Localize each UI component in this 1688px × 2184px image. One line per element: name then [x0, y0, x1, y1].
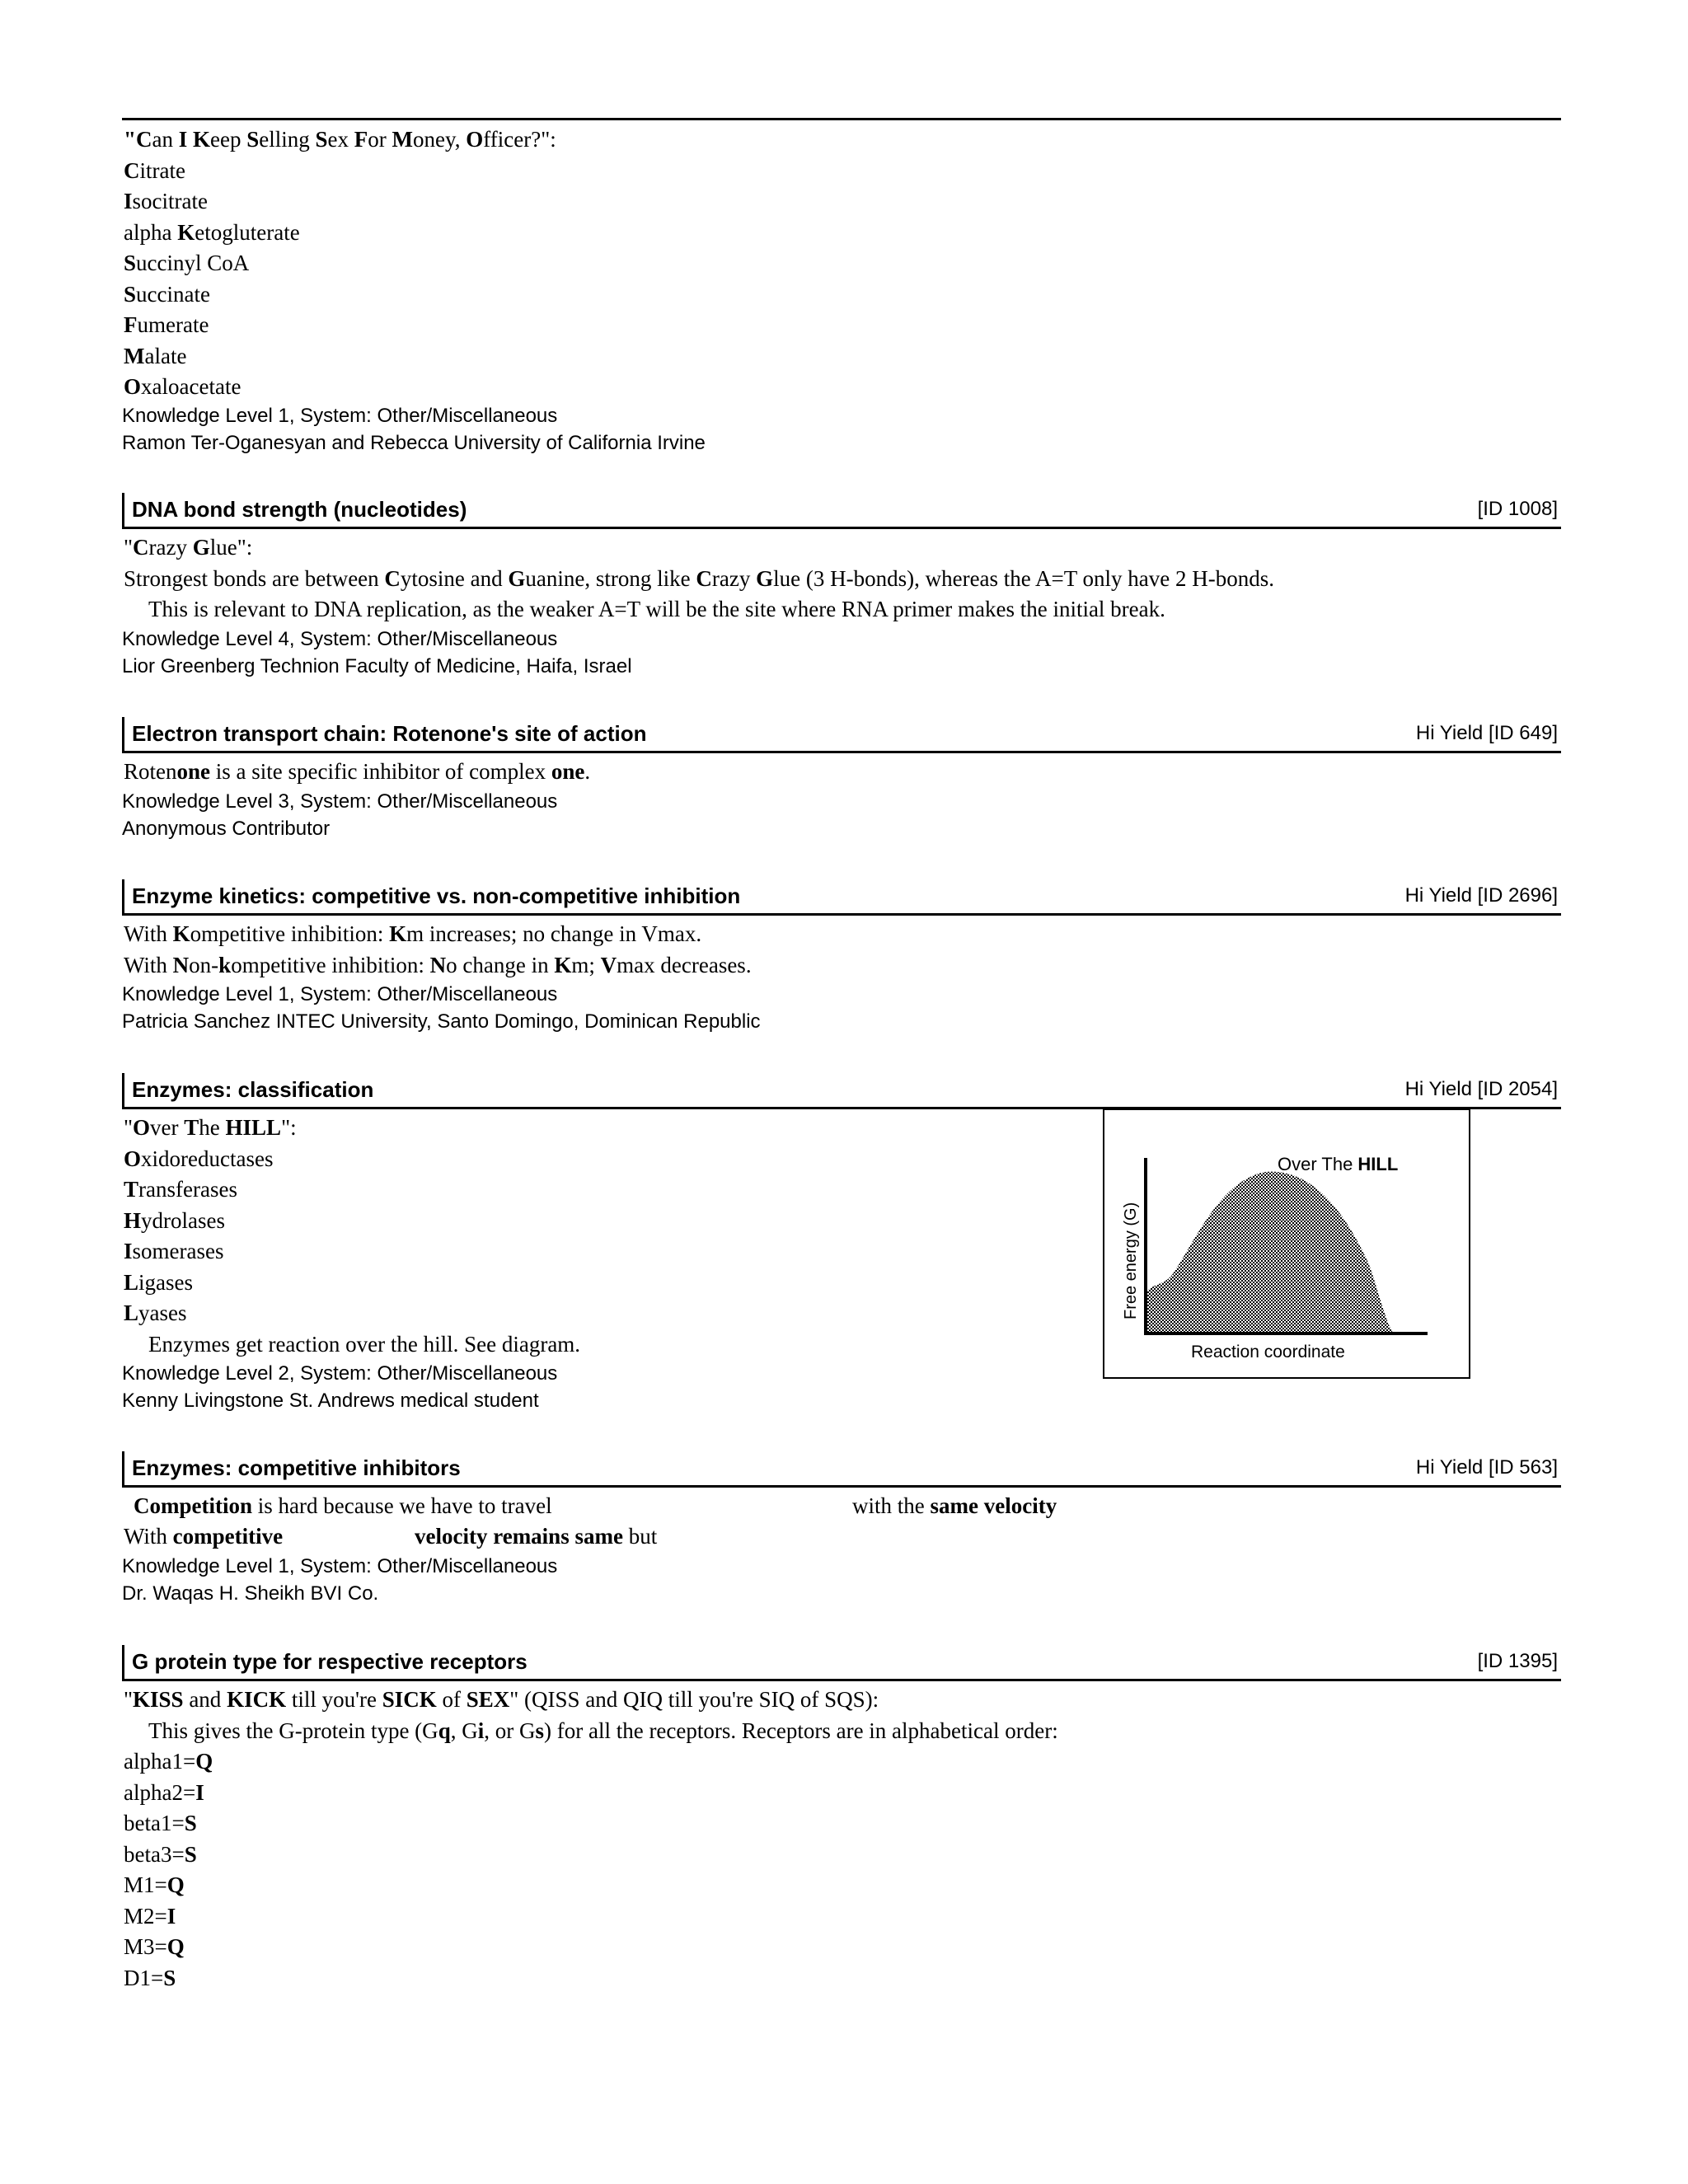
text-bold: I [124, 1239, 133, 1263]
y-axis-label: Free energy (G) [1122, 1202, 1140, 1319]
text-run: m; [571, 952, 601, 977]
body-line [124, 186, 1561, 218]
text-run: is a site specific inhibitor of complex [210, 759, 551, 784]
text-bold: N [429, 952, 447, 977]
text-bold: G [508, 565, 526, 591]
entry-body [122, 1685, 1561, 1994]
text-run: ydrolases [141, 1207, 225, 1233]
text-run: o change in [446, 952, 555, 977]
text-bold: K [177, 219, 195, 245]
text-bold: one [176, 759, 210, 784]
text-bold: I [166, 1903, 176, 1929]
author-line: Dr. Waqas H. Sheikh BVI Co. [122, 1582, 379, 1605]
text-run: ransferases [138, 1177, 237, 1202]
text-bold: one [551, 759, 585, 784]
knowledge-level: Knowledge Level 4, System: Other/Miscellaneous [122, 627, 558, 650]
text-run: xaloacetate [141, 374, 241, 399]
text-run: " [124, 535, 134, 560]
text-run: on- [189, 952, 219, 977]
competitive-line-2 [124, 1521, 283, 1553]
entry-id: Hi Yield [ID 2054] [1404, 1078, 1558, 1100]
entry-id: Hi Yield [ID 563] [1415, 1456, 1558, 1479]
text-bold: Q [195, 1749, 213, 1774]
entry-body [122, 757, 1561, 788]
body-line [124, 532, 1561, 564]
text-run: with the [852, 1493, 931, 1518]
entry-kinetics [122, 879, 1561, 1035]
entry-title: Enzyme kinetics: competitive vs. non-competitive inhibition [132, 883, 741, 908]
body-line [124, 218, 1561, 249]
text-bold: O [124, 374, 142, 399]
text-run: is hard because we have to travel [252, 1493, 552, 1518]
text-run: alpha [124, 219, 178, 245]
text-run: ompetitive inhibition: [190, 921, 390, 946]
text-run: " [124, 1115, 134, 1140]
text-bold: T [124, 1177, 139, 1202]
text-bold: KISS [133, 1687, 184, 1712]
text-run: uccinate [136, 281, 210, 307]
author-line: Patricia Sanchez INTEC University, Santo Domingo, Dominican Republic [122, 1010, 761, 1033]
text-run: Roten [124, 759, 177, 784]
knowledge-level: Knowledge Level 3, System: Other/Miscellaneous [122, 790, 558, 813]
text-run: umerate [137, 312, 209, 337]
entry-competitive [122, 1451, 1561, 1607]
entry-title: DNA bond strength (nucleotides) [132, 497, 467, 522]
text-bold: S [124, 281, 137, 307]
text-bold: q [438, 1718, 451, 1743]
text-bold: K [554, 952, 572, 977]
text-run: beta1= [124, 1811, 185, 1835]
hill-curve [1147, 1172, 1393, 1333]
text-run: . [584, 759, 591, 784]
text-bold: G [756, 565, 774, 591]
text-run: alate [144, 343, 187, 368]
text-run: somerases [132, 1239, 224, 1263]
text-run: an [152, 127, 179, 152]
text-run: of [436, 1687, 467, 1712]
entry-title: G protein type for respective receptors [132, 1649, 528, 1674]
text-bold: KICK [227, 1687, 287, 1712]
entry-header [122, 1451, 1561, 1488]
text-run: " (QISS and QIQ till you're SIQ of SQS): [509, 1687, 879, 1712]
text-run: m increases; no change in Vmax. [406, 921, 702, 946]
entry-body [122, 1491, 1561, 1553]
hill-diagram-svg [1104, 1110, 1469, 1377]
text-bold: Q [166, 1872, 185, 1897]
text-bold: k [218, 952, 232, 977]
text-bold: S [315, 127, 328, 152]
text-run: ex [327, 127, 354, 152]
body-line [124, 1840, 1561, 1871]
text-run: etogluterate [195, 219, 300, 245]
text-bold: C [696, 565, 712, 591]
text-bold: T [184, 1115, 199, 1140]
text-run: fficer?": [483, 127, 556, 152]
entry-gprotein [122, 1645, 1561, 1994]
text-run: and [183, 1687, 227, 1712]
text-bold: I [124, 189, 133, 213]
text-run: lue (3 H-bonds), whereas the A=T only have 2 H-bonds. [773, 565, 1274, 591]
text-run [187, 127, 193, 152]
text-run: Enzymes get reaction over the hill. See diagram. [148, 1331, 581, 1357]
entry-header [122, 1645, 1561, 1681]
text-run: he [199, 1115, 226, 1140]
text-run: but [622, 1524, 658, 1549]
text-bold: Q [166, 1934, 185, 1959]
author-line: Lior Greenberg Technion Faculty of Medicine, Haifa, Israel [122, 654, 632, 677]
body-line [124, 1901, 1561, 1933]
competitive-line-1b [852, 1491, 1057, 1522]
text-run: , G [450, 1718, 478, 1743]
text-bold: C [124, 157, 140, 183]
text-bold: C [136, 127, 152, 152]
entry-id: Hi Yield [ID 2696] [1404, 884, 1558, 907]
body-line [124, 950, 1561, 982]
body-line [124, 1808, 1561, 1840]
text-bold: I [178, 127, 188, 152]
text-run: ver [150, 1115, 185, 1140]
text-bold: V [600, 952, 617, 977]
text-bold: N [172, 952, 190, 977]
entry-body [122, 124, 1561, 403]
text-bold: F [354, 127, 368, 152]
text-run: D1= [124, 1965, 164, 1990]
body-line [124, 248, 1561, 279]
text-bold: H [124, 1207, 142, 1233]
entry-title: Electron transport chain: Rotenone's site of action [132, 721, 647, 746]
text-run: till you're [286, 1687, 382, 1712]
text-bold: i [477, 1718, 485, 1743]
text-run: M3= [124, 1934, 167, 1959]
body-line [124, 757, 1561, 788]
body-line [124, 1932, 1561, 1963]
entry-id: Hi Yield [ID 649] [1415, 722, 1558, 744]
text-run: eep [210, 127, 247, 152]
text-run: igases [138, 1269, 193, 1295]
entry-title: Enzymes: classification [132, 1077, 374, 1102]
text-run: ytosine and [400, 565, 509, 591]
entry-body [122, 919, 1561, 981]
knowledge-level: Knowledge Level 1, System: Other/Miscellaneous [122, 983, 558, 1005]
text-run: ": [281, 1115, 297, 1140]
x-axis-label: Reaction coordinate [1191, 1343, 1345, 1361]
body-line [124, 1716, 1561, 1747]
knowledge-level: Knowledge Level 1, System: Other/Miscellaneous [122, 404, 558, 427]
text-bold: SEX [466, 1687, 510, 1712]
text-bold: S [124, 251, 137, 275]
text-run: alpha2= [124, 1779, 196, 1805]
text-run: ) for all the receptors. Receptors are in alphabetical order: [544, 1718, 1058, 1743]
text-run: oney, [413, 127, 467, 152]
text-run: " [124, 1687, 134, 1712]
body-line [124, 372, 1561, 403]
text-run: M1= [124, 1872, 167, 1897]
text-bold: S [184, 1811, 197, 1835]
text-bold: same velocity [930, 1493, 1057, 1518]
text-bold: O [133, 1115, 151, 1140]
entry-dna [122, 493, 1561, 680]
text-run: Strongest bonds are between [124, 565, 385, 591]
body-line [124, 1778, 1561, 1809]
author-line: Kenny Livingstone St. Andrews medical student [122, 1390, 539, 1412]
text-bold: S [246, 127, 260, 152]
text-bold: SICK [382, 1687, 437, 1712]
body-line [124, 919, 1561, 950]
body-line [124, 156, 1561, 187]
text-bold: S [184, 1841, 197, 1867]
top-rule [122, 118, 1561, 120]
entry-header [122, 1073, 1561, 1109]
competitive-line-1 [134, 1491, 552, 1522]
body-line [124, 1746, 1561, 1778]
text-bold: HILL [225, 1115, 282, 1140]
text-bold: M [392, 127, 414, 152]
text-run: This is relevant to DNA replication, as the weaker A=T will be the site where RNA primer makes the initial break. [148, 597, 1165, 621]
text-bold: C [133, 535, 149, 560]
text-run: xidoreductases [141, 1146, 274, 1171]
text-bold: S [163, 1965, 176, 1990]
competitive-line-2b [415, 1521, 657, 1553]
text-bold: velocity remains same [415, 1524, 623, 1549]
text-run: or [368, 127, 392, 152]
text-run: M2= [124, 1903, 167, 1929]
text-run: , or G [484, 1718, 536, 1743]
text-run: With [124, 1524, 173, 1549]
body-line [124, 564, 1561, 595]
text-run: lue": [209, 535, 253, 560]
over-the-hill-diagram [1103, 1108, 1470, 1379]
entry-krebs [122, 124, 1561, 457]
text-bold: I [195, 1779, 204, 1805]
text-run: elling [259, 127, 316, 152]
text-bold: O [124, 1146, 142, 1171]
body-line [124, 594, 1561, 626]
diagram-title [1278, 1154, 1398, 1174]
text-bold: O [466, 127, 484, 152]
text-run: yases [138, 1301, 187, 1325]
text-bold: G [192, 535, 210, 560]
text-run: alpha1= [124, 1749, 196, 1774]
entry-id: [ID 1395] [1477, 1650, 1558, 1672]
body-line [124, 124, 1561, 156]
text-bold: s [535, 1718, 544, 1743]
entry-header [122, 879, 1561, 916]
knowledge-level: Knowledge Level 1, System: Other/Miscellaneous [122, 1555, 558, 1577]
body-line [124, 279, 1561, 311]
text-bold: L [124, 1301, 139, 1325]
text-run: ompetitive inhibition: [231, 952, 430, 977]
text-bold: K [172, 921, 190, 946]
entry-title: Enzymes: competitive inhibitors [132, 1455, 461, 1480]
body-line [124, 1685, 1561, 1716]
entry-header [122, 493, 1561, 529]
text-run: razy [711, 565, 757, 591]
text-bold: competitive [172, 1524, 284, 1549]
text-run: uanine, strong like [525, 565, 696, 591]
entry-etc [122, 717, 1561, 842]
text-run: socitrate [132, 189, 208, 213]
knowledge-level: Knowledge Level 2, System: Other/Miscellaneous [122, 1362, 558, 1385]
text-run: uccinyl CoA [136, 251, 250, 275]
text-bold: " [124, 127, 136, 152]
text-bold: M [124, 343, 145, 368]
entry-header [122, 717, 1561, 753]
text-run: This gives the G-protein type (G [148, 1718, 438, 1743]
diagram-title-part: Over The [1278, 1154, 1358, 1174]
text-run: itrate [139, 157, 185, 183]
text-bold: K [193, 127, 211, 152]
text-bold: K [389, 921, 407, 946]
diagram-title-bold: HILL [1357, 1154, 1399, 1174]
text-bold: F [124, 312, 138, 337]
body-line [124, 1870, 1561, 1901]
body-line [124, 341, 1561, 373]
text-run: With [124, 921, 173, 946]
author-line: Ramon Ter-Oganesyan and Rebecca University of California Irvine [122, 431, 706, 454]
author-line: Anonymous Contributor [122, 817, 331, 840]
text-run: max decreases. [617, 952, 752, 977]
text-bold: L [124, 1269, 139, 1295]
body-line [124, 310, 1561, 341]
entry-id: [ID 1008] [1477, 498, 1558, 520]
text-bold: C [384, 565, 401, 591]
body-line [124, 1963, 1561, 1994]
text-run: razy [148, 535, 193, 560]
entry-body [122, 532, 1561, 626]
text-run: beta3= [124, 1841, 185, 1867]
text-bold: Competition [134, 1493, 252, 1518]
text-run: With [124, 952, 173, 977]
